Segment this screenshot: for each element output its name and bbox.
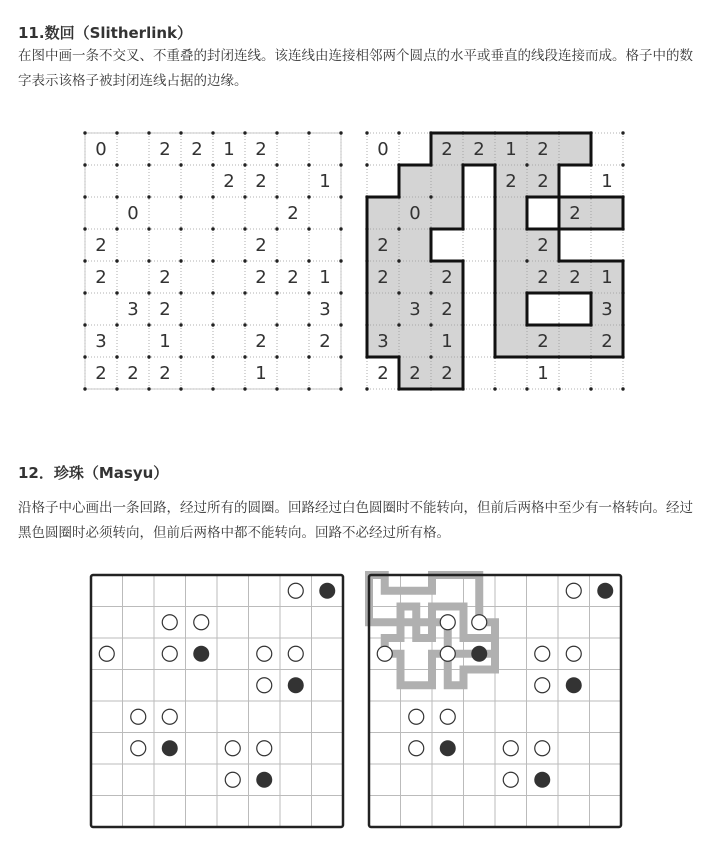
white-pearl xyxy=(288,583,303,598)
white-pearl xyxy=(225,741,240,756)
clue-number: 3 xyxy=(377,331,389,352)
shaded-cell xyxy=(495,325,527,357)
white-pearl xyxy=(194,615,209,630)
white-pearl xyxy=(99,646,114,661)
white-pearl xyxy=(535,646,550,661)
shaded-cell xyxy=(559,133,591,165)
clue-number: 2 xyxy=(255,331,267,352)
grid-dot xyxy=(179,259,182,262)
shaded-cell xyxy=(495,197,527,229)
grid-dot xyxy=(243,195,246,198)
grid-dot xyxy=(589,387,592,390)
shaded-cell xyxy=(559,325,591,357)
grid-dot xyxy=(115,323,118,326)
clue-number: 1 xyxy=(505,139,517,160)
grid-dot xyxy=(429,323,432,326)
clue-number: 3 xyxy=(95,331,107,352)
grid-dot xyxy=(429,291,432,294)
grid-dot xyxy=(83,355,86,358)
white-pearl xyxy=(162,646,177,661)
grid-dot xyxy=(115,355,118,358)
clue-number: 2 xyxy=(377,235,389,256)
clue-number: 2 xyxy=(537,267,549,288)
white-pearl xyxy=(409,709,424,724)
grid-dot xyxy=(275,355,278,358)
clue-number: 2 xyxy=(569,203,581,224)
grid-dot xyxy=(83,195,86,198)
clue-number: 1 xyxy=(255,363,267,384)
clue-number: 2 xyxy=(537,139,549,160)
clue-number: 2 xyxy=(319,331,331,352)
white-pearl xyxy=(566,646,581,661)
grid-dot xyxy=(83,323,86,326)
black-pearl xyxy=(471,646,487,662)
shaded-cell xyxy=(591,197,623,229)
clue-number: 3 xyxy=(127,299,139,320)
shaded-cell xyxy=(399,261,431,293)
grid-dot xyxy=(243,387,246,390)
grid-dot xyxy=(243,131,246,134)
grid-dot xyxy=(307,259,310,262)
grid-dot xyxy=(397,227,400,230)
grid-dot xyxy=(493,387,496,390)
grid-dot xyxy=(339,355,342,358)
black-pearl xyxy=(534,772,550,788)
white-pearl xyxy=(257,741,272,756)
clue-number: 0 xyxy=(95,139,107,160)
grid-dot xyxy=(115,131,118,134)
grid-dot xyxy=(339,323,342,326)
grid-dot xyxy=(243,163,246,166)
clue-number: 1 xyxy=(537,363,549,384)
clue-number: 2 xyxy=(255,235,267,256)
grid-dot xyxy=(275,291,278,294)
clue-number: 1 xyxy=(601,171,613,192)
clue-number: 0 xyxy=(377,139,389,160)
clue-number: 3 xyxy=(601,299,613,320)
grid-dot xyxy=(179,195,182,198)
grid-dot xyxy=(179,227,182,230)
clue-number: 1 xyxy=(601,267,613,288)
shaded-cell xyxy=(367,197,399,229)
black-pearl xyxy=(162,740,178,756)
grid-dot xyxy=(83,259,86,262)
clue-number: 2 xyxy=(223,171,235,192)
grid-dot xyxy=(243,291,246,294)
grid-dot xyxy=(307,195,310,198)
grid-dot xyxy=(147,259,150,262)
grid-dot xyxy=(243,323,246,326)
grid-dot xyxy=(147,163,150,166)
white-pearl xyxy=(535,741,550,756)
grid-dot xyxy=(83,131,86,134)
grid-dot xyxy=(211,259,214,262)
white-pearl xyxy=(440,709,455,724)
clue-number: 0 xyxy=(127,203,139,224)
clue-number: 3 xyxy=(319,299,331,320)
grid-dot xyxy=(275,227,278,230)
masyu-puzzle-grid xyxy=(91,575,343,827)
grid-dot xyxy=(211,227,214,230)
black-pearl xyxy=(566,677,582,693)
grid-dot xyxy=(339,259,342,262)
grid-dot xyxy=(429,355,432,358)
clue-number: 2 xyxy=(127,363,139,384)
white-pearl xyxy=(131,741,146,756)
grid-dot xyxy=(115,259,118,262)
grid-dot xyxy=(397,291,400,294)
clue-number: 2 xyxy=(569,267,581,288)
clue-number: 2 xyxy=(601,331,613,352)
shaded-cell xyxy=(431,165,463,197)
clue-number: 2 xyxy=(255,139,267,160)
white-pearl xyxy=(257,678,272,693)
clue-number: 2 xyxy=(191,139,203,160)
grid-dot xyxy=(339,131,342,134)
grid-dot xyxy=(339,291,342,294)
grid-dot xyxy=(115,163,118,166)
grid-dot xyxy=(147,195,150,198)
grid-dot xyxy=(115,227,118,230)
clue-number: 2 xyxy=(287,203,299,224)
white-pearl xyxy=(377,646,392,661)
grid-dot xyxy=(83,387,86,390)
grid-dot xyxy=(307,387,310,390)
clue-number: 1 xyxy=(319,267,331,288)
clue-number: 2 xyxy=(441,139,453,160)
white-pearl xyxy=(503,772,518,787)
grid-dot xyxy=(83,163,86,166)
shaded-cell xyxy=(495,293,527,325)
grid-dot xyxy=(179,291,182,294)
white-pearl xyxy=(225,772,240,787)
grid-dot xyxy=(147,323,150,326)
clue-number: 2 xyxy=(159,139,171,160)
clue-number: 2 xyxy=(537,171,549,192)
masyu-description: 沿格子中心画出一条回路，经过所有的圆圈。回路经过白色圆圈时不能转向，但前后两格中至少有一格转向。经过黑色圆圈时必须转向，但前后两格中都不能转向。回路不必经过所有格。 xyxy=(18,500,693,541)
grid-dot xyxy=(179,323,182,326)
grid-dot xyxy=(83,291,86,294)
grid-dot xyxy=(525,387,528,390)
grid-dot xyxy=(275,163,278,166)
grid-dot xyxy=(397,131,400,134)
grid-dot xyxy=(115,195,118,198)
clue-number: 0 xyxy=(409,203,421,224)
grid-dot xyxy=(307,131,310,134)
shaded-cell xyxy=(399,229,431,261)
grid-dot xyxy=(243,355,246,358)
grid-dot xyxy=(147,355,150,358)
grid-dot xyxy=(339,227,342,230)
black-pearl xyxy=(597,583,613,599)
grid-dot xyxy=(179,131,182,134)
grid-dot xyxy=(147,291,150,294)
grid-dot xyxy=(115,387,118,390)
grid-dot xyxy=(179,163,182,166)
grid-dot xyxy=(621,131,624,134)
grid-dot xyxy=(147,227,150,230)
clue-number: 2 xyxy=(159,299,171,320)
grid-dot xyxy=(275,195,278,198)
grid-dot xyxy=(179,387,182,390)
white-pearl xyxy=(288,646,303,661)
grid-dot xyxy=(211,355,214,358)
grid-dot xyxy=(275,323,278,326)
clue-number: 2 xyxy=(537,235,549,256)
white-pearl xyxy=(409,741,424,756)
grid-dot xyxy=(211,291,214,294)
grid-dot xyxy=(429,195,432,198)
slitherlink-title: 11.数回（Slitherlink） xyxy=(18,24,193,42)
black-pearl xyxy=(193,646,209,662)
clue-number: 2 xyxy=(159,267,171,288)
masyu-solution-grid xyxy=(369,575,621,827)
grid-dot xyxy=(365,387,368,390)
grid-dot xyxy=(621,163,624,166)
shaded-cell xyxy=(431,197,463,229)
black-pearl xyxy=(440,740,456,756)
shaded-cell xyxy=(495,261,527,293)
clue-number: 2 xyxy=(441,363,453,384)
white-pearl xyxy=(162,615,177,630)
grid-dot xyxy=(397,323,400,326)
grid-dot xyxy=(339,387,342,390)
grid-dot xyxy=(211,387,214,390)
grid-dot xyxy=(339,195,342,198)
black-pearl xyxy=(256,772,272,788)
clue-number: 1 xyxy=(441,331,453,352)
clue-number: 2 xyxy=(537,331,549,352)
slitherlink-solution-grid xyxy=(365,131,624,390)
grid-dot xyxy=(307,227,310,230)
clue-number: 1 xyxy=(223,139,235,160)
white-pearl xyxy=(257,646,272,661)
grid-dot xyxy=(83,227,86,230)
white-pearl xyxy=(440,646,455,661)
clue-number: 2 xyxy=(441,299,453,320)
clue-number: 2 xyxy=(377,363,389,384)
grid-dot xyxy=(525,259,528,262)
clue-number: 1 xyxy=(159,331,171,352)
clue-number: 2 xyxy=(377,267,389,288)
grid-dot xyxy=(147,131,150,134)
grid-dot xyxy=(397,259,400,262)
clue-number: 1 xyxy=(319,171,331,192)
grid-dot xyxy=(275,131,278,134)
grid-dot xyxy=(275,387,278,390)
grid-dot xyxy=(275,259,278,262)
clue-number: 2 xyxy=(159,363,171,384)
clue-number: 3 xyxy=(409,299,421,320)
clue-number: 2 xyxy=(95,235,107,256)
slitherlink-description: 在图中画一条不交叉、不重叠的封闭连线。该连线由连接相邻两个圆点的水平或垂直的线段连接而成。格子中的数字表示该格子被封闭连线占据的边缘。 xyxy=(18,48,693,89)
shaded-cell xyxy=(495,229,527,261)
clue-number: 2 xyxy=(255,171,267,192)
grid-dot xyxy=(211,163,214,166)
grid-dot xyxy=(307,291,310,294)
clue-number: 2 xyxy=(473,139,485,160)
white-pearl xyxy=(566,583,581,598)
shaded-cell xyxy=(399,165,431,197)
clue-number: 2 xyxy=(287,267,299,288)
white-pearl xyxy=(472,615,487,630)
grid-dot xyxy=(525,163,528,166)
slitherlink-puzzle-grid xyxy=(83,131,342,390)
grid-dot xyxy=(339,163,342,166)
grid-dot xyxy=(243,227,246,230)
grid-dot xyxy=(307,163,310,166)
grid-dot xyxy=(365,163,368,166)
grid-dot xyxy=(621,387,624,390)
clue-number: 2 xyxy=(95,267,107,288)
white-pearl xyxy=(131,709,146,724)
black-pearl xyxy=(288,677,304,693)
grid-dot xyxy=(147,387,150,390)
shaded-cell xyxy=(367,293,399,325)
clue-number: 2 xyxy=(255,267,267,288)
clue-number: 2 xyxy=(441,267,453,288)
grid-dot xyxy=(211,323,214,326)
grid-dot xyxy=(243,259,246,262)
black-pearl xyxy=(319,583,335,599)
masyu-title: 12．珍珠（Masyu） xyxy=(18,464,169,482)
white-pearl xyxy=(440,615,455,630)
grid-dot xyxy=(115,291,118,294)
white-pearl xyxy=(535,678,550,693)
clue-number: 2 xyxy=(505,171,517,192)
clue-number: 2 xyxy=(409,363,421,384)
white-pearl xyxy=(162,709,177,724)
grid-dot xyxy=(557,387,560,390)
white-pearl xyxy=(503,741,518,756)
grid-dot xyxy=(365,131,368,134)
grid-dot xyxy=(307,355,310,358)
grid-dot xyxy=(211,195,214,198)
grid-dot xyxy=(179,355,182,358)
grid-dot xyxy=(307,323,310,326)
grid-dot xyxy=(211,131,214,134)
shaded-cell xyxy=(399,325,431,357)
clue-number: 2 xyxy=(95,363,107,384)
